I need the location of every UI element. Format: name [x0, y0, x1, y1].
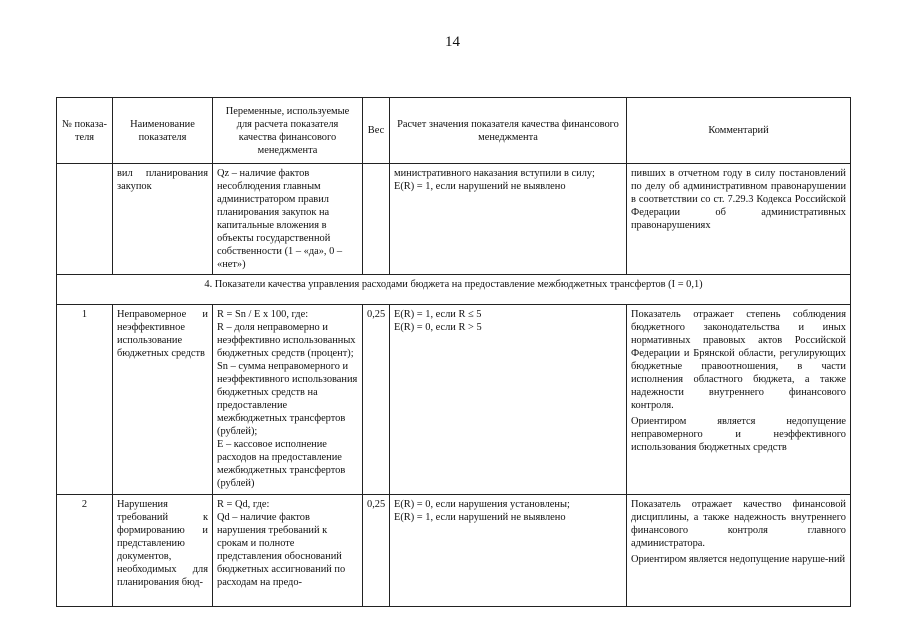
page-number: 14	[445, 34, 460, 50]
cell-calc	[390, 164, 627, 275]
cell-name: вил планирования закупок	[113, 164, 213, 275]
calc-line: E(R) = 1, если нарушений не выявлено	[394, 512, 566, 523]
cell-weight	[363, 164, 390, 275]
vars-line: Qd – наличие фактов нарушения требований к срокам и полноте представления обоснований бюджетных ассигнований по расходам на предо-	[217, 512, 346, 588]
cell-vars: Qz – наличие фактов несоблюдения главным администратором правил планирования закупок на капитальные вложения в объекты государственной собственности (1 – «да», 0 – «нет»)	[213, 164, 363, 275]
table-row	[57, 495, 851, 607]
cell-comment	[627, 495, 851, 607]
comment-paragraph: Ориентиром является недопущение неправомерного и неэффективного использования бюджетных средств	[631, 416, 846, 453]
vars-line: Sn – сумма неправомерного и неэффективного использования бюджетных средств на предоставление межбюджетных трансфертов (рублей);	[217, 361, 358, 437]
header-name: Наименование показателя	[113, 98, 213, 164]
comment-paragraph: Ориентиром является недопущение наруше-ний	[631, 554, 846, 565]
comment-paragraph: Показатель отражает качество финансовой дисциплины, а также надежность внутреннего финансового контроля главного администратора.	[631, 499, 846, 549]
header-vars: Переменные, используемые для расчета показателя качества финансового менеджмента	[213, 98, 363, 164]
vars-line: E – кассовое исполнение расходов на предоставление межбюджетных трансфертов (рублей)	[217, 439, 346, 489]
indicators-table	[56, 97, 851, 607]
header-comment: Комментарий	[627, 98, 851, 164]
cell-comment: пивших в отчетном году в силу постановлений по делу об административном правонарушении в соответствии со ст. 7.29.3 Кодекса Российской Федерации об административных правонарушениях	[627, 164, 851, 275]
calc-line: E(R) = 0, если нарушения установлены;	[394, 499, 570, 510]
vars-line: R – доля неправомерно и неэффективно использованных бюджетных средств (процент);	[217, 322, 356, 359]
cell-name: Нарушения требований к формированию и представлению документов, необходимых для планирования бюд-	[113, 495, 213, 607]
cell-name: Неправомерное и неэффективное использование бюджетных средств	[113, 305, 213, 495]
table-row	[57, 305, 851, 495]
vars-line: R = Sn / E x 100, где:	[217, 309, 309, 320]
cell-vars	[213, 305, 363, 495]
header-num: № показа-теля	[57, 98, 113, 164]
table-header-row	[57, 98, 851, 164]
cell-comment	[627, 305, 851, 495]
section-title: 4. Показатели качества управления расходами бюджета на предоставление межбюджетных трансфертов (I = 0,1)	[57, 275, 851, 305]
calc-line: E(R) = 1, если нарушений не выявлено	[394, 181, 566, 192]
calc-line: министративного наказания вступили в силу;	[394, 168, 595, 179]
header-weight: Вес	[363, 98, 390, 164]
cell-weight: 0,25	[363, 305, 390, 495]
calc-line: E(R) = 1, если R ≤ 5	[394, 309, 482, 320]
calc-line: E(R) = 0, если R > 5	[394, 322, 482, 333]
cell-calc	[390, 305, 627, 495]
comment-paragraph: Показатель отражает степень соблюдения бюджетного законодательства и иных нормативных правовых актов Российской Федерации и Брянской области, регулирующих бюджетные правоотношения, в части исполнения областного бюджета, а также надежности внутреннего финансового контроля.	[631, 309, 846, 411]
table-row-continuation	[57, 164, 851, 275]
cell-num: 1	[57, 305, 113, 495]
cell-weight: 0,25	[363, 495, 390, 607]
vars-line: R = Qd, где:	[217, 499, 270, 510]
section-header-row	[57, 275, 851, 305]
cell-num: 2	[57, 495, 113, 607]
cell-vars	[213, 495, 363, 607]
cell-num	[57, 164, 113, 275]
header-calc: Расчет значения показателя качества финансового менеджмента	[390, 98, 627, 164]
cell-calc	[390, 495, 627, 607]
